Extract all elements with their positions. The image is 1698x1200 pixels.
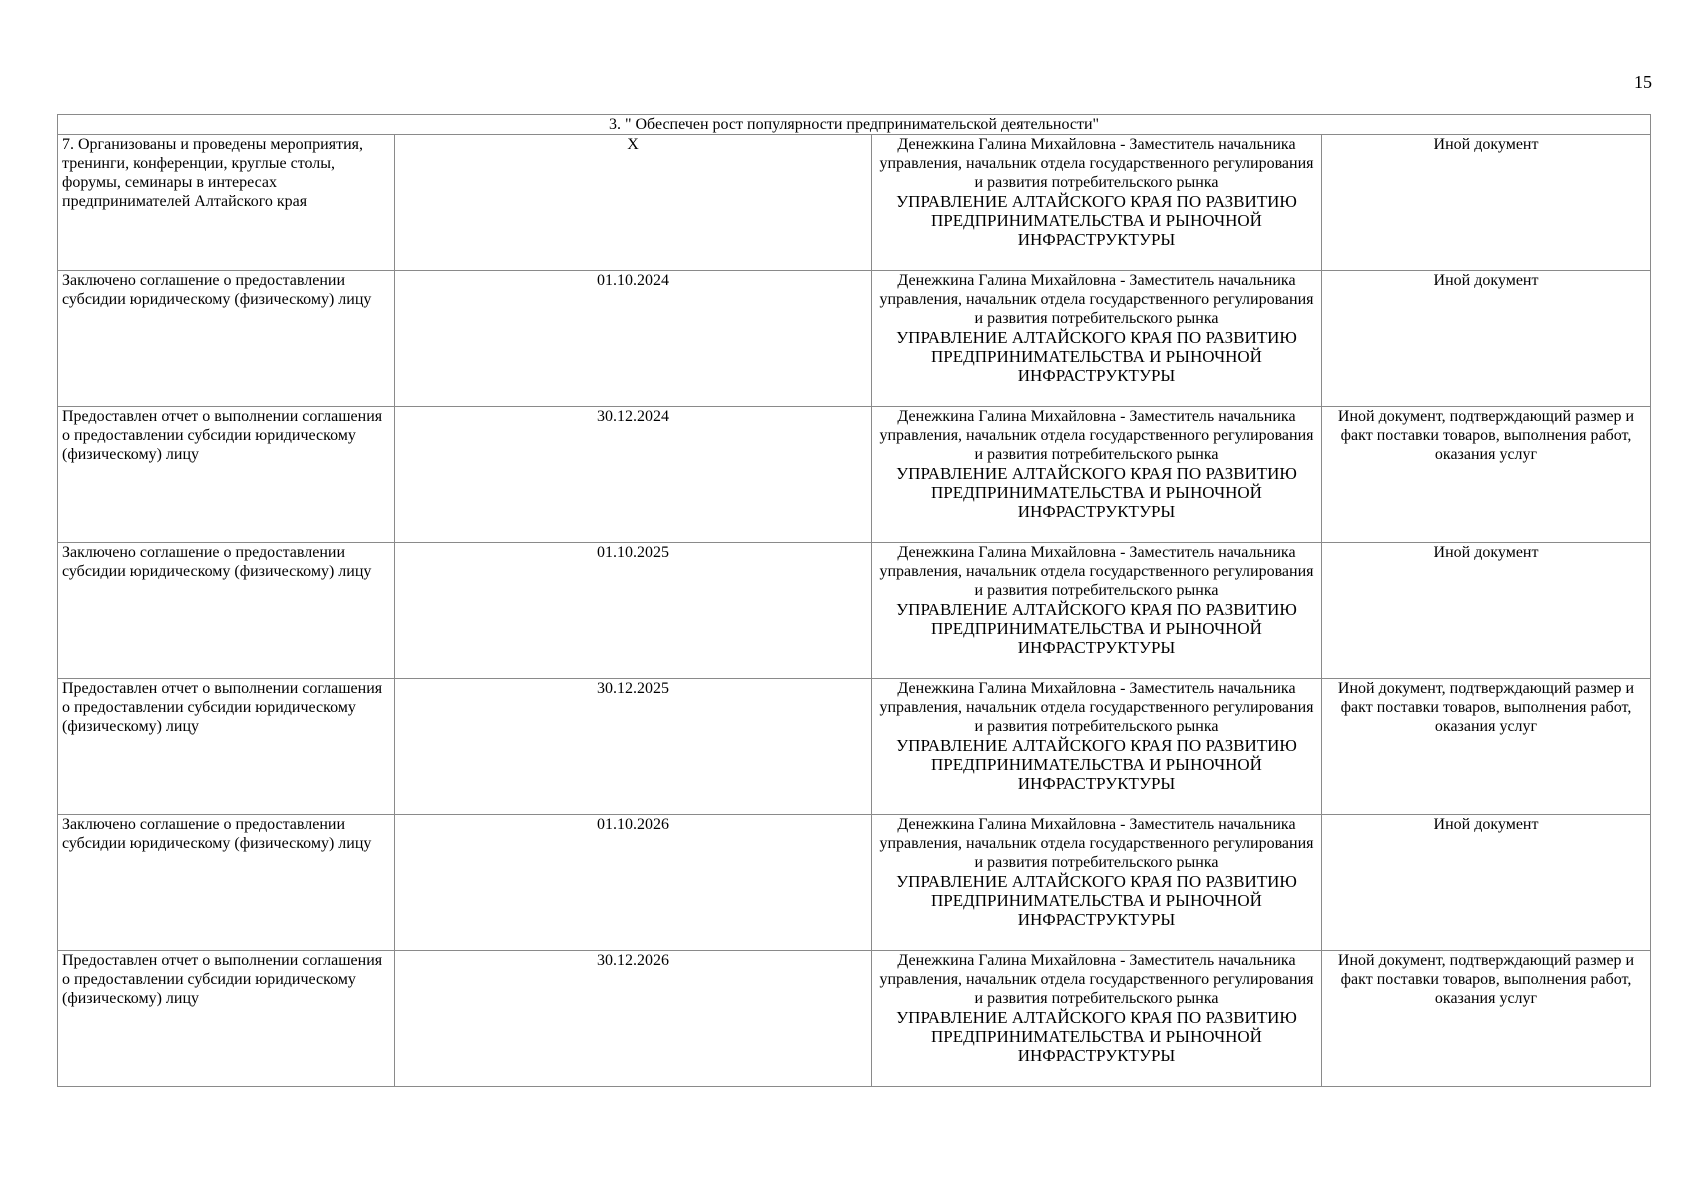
row-document-cell: Иной документ, подтверждающий размер и факт поставки товаров, выполнения работ, оказания услуг [1322, 679, 1651, 815]
row-responsible-cell [872, 815, 1322, 951]
responsible-person: Денежкина Галина Михайловна - Заместитель начальника управления, начальник отдела государственного регулирования и развития потребительского рынка [879, 544, 1314, 599]
row-document-cell: Иной документ [1322, 271, 1651, 407]
table-row [58, 135, 1651, 271]
row-date-cell: 30.12.2025 [395, 679, 872, 815]
responsible-organization: УПРАВЛЕНИЕ АЛТАЙСКОГО КРАЯ ПО РАЗВИТИЮ ПРЕДПРИНИМАТЕЛЬСТВА И РЫНОЧНОЙ ИНФРАСТРУКТУРЫ [896, 328, 1297, 385]
row-responsible-cell [872, 951, 1322, 1087]
row-name-cell: Предоставлен отчет о выполнении соглашения о предоставлении субсидии юридическому (физическому) лицу [58, 951, 395, 1087]
responsible-organization: УПРАВЛЕНИЕ АЛТАЙСКОГО КРАЯ ПО РАЗВИТИЮ ПРЕДПРИНИМАТЕЛЬСТВА И РЫНОЧНОЙ ИНФРАСТРУКТУРЫ [896, 1008, 1297, 1065]
responsible-organization: УПРАВЛЕНИЕ АЛТАЙСКОГО КРАЯ ПО РАЗВИТИЮ ПРЕДПРИНИМАТЕЛЬСТВА И РЫНОЧНОЙ ИНФРАСТРУКТУРЫ [896, 736, 1297, 793]
responsible-organization: УПРАВЛЕНИЕ АЛТАЙСКОГО КРАЯ ПО РАЗВИТИЮ ПРЕДПРИНИМАТЕЛЬСТВА И РЫНОЧНОЙ ИНФРАСТРУКТУРЫ [896, 464, 1297, 521]
row-name-cell: Заключено соглашение о предоставлении субсидии юридическому (физическому) лицу [58, 815, 395, 951]
responsible-organization: УПРАВЛЕНИЕ АЛТАЙСКОГО КРАЯ ПО РАЗВИТИЮ ПРЕДПРИНИМАТЕЛЬСТВА И РЫНОЧНОЙ ИНФРАСТРУКТУРЫ [896, 872, 1297, 929]
responsible-person: Денежкина Галина Михайловна - Заместитель начальника управления, начальник отдела государственного регулирования и развития потребительского рынка [879, 952, 1314, 1007]
table-row [58, 407, 1651, 543]
control-points-table [57, 114, 1651, 1087]
row-name-cell: Заключено соглашение о предоставлении субсидии юридическому (физическому) лицу [58, 271, 395, 407]
responsible-person: Денежкина Галина Михайловна - Заместитель начальника управления, начальник отдела государственного регулирования и развития потребительского рынка [879, 136, 1314, 191]
page-number: 15 [1634, 72, 1652, 92]
responsible-organization: УПРАВЛЕНИЕ АЛТАЙСКОГО КРАЯ ПО РАЗВИТИЮ ПРЕДПРИНИМАТЕЛЬСТВА И РЫНОЧНОЙ ИНФРАСТРУКТУРЫ [896, 192, 1297, 249]
responsible-person: Денежкина Галина Михайловна - Заместитель начальника управления, начальник отдела государственного регулирования и развития потребительского рынка [879, 680, 1314, 735]
row-responsible-cell [872, 135, 1322, 271]
section-header-row [58, 115, 1651, 135]
row-date-cell: X [395, 135, 872, 271]
responsible-person: Денежкина Галина Михайловна - Заместитель начальника управления, начальник отдела государственного регулирования и развития потребительского рынка [879, 272, 1314, 327]
row-document-cell: Иной документ, подтверждающий размер и факт поставки товаров, выполнения работ, оказания услуг [1322, 951, 1651, 1087]
row-document-cell: Иной документ [1322, 815, 1651, 951]
row-responsible-cell [872, 679, 1322, 815]
table-row [58, 815, 1651, 951]
table-row [58, 951, 1651, 1087]
row-date-cell: 30.12.2024 [395, 407, 872, 543]
table-row [58, 543, 1651, 679]
row-responsible-cell [872, 407, 1322, 543]
row-document-cell: Иной документ [1322, 135, 1651, 271]
row-date-cell: 01.10.2026 [395, 815, 872, 951]
responsible-person: Денежкина Галина Михайловна - Заместитель начальника управления, начальник отдела государственного регулирования и развития потребительского рынка [879, 816, 1314, 871]
table-row [58, 679, 1651, 815]
row-date-cell: 01.10.2025 [395, 543, 872, 679]
row-name-cell: 7. Организованы и проведены мероприятия, тренинги, конференции, круглые столы, форумы, семинары в интересах предпринимателей Алтайского края [58, 135, 395, 271]
row-document-cell: Иной документ, подтверждающий размер и факт поставки товаров, выполнения работ, оказания услуг [1322, 407, 1651, 543]
row-date-cell: 30.12.2026 [395, 951, 872, 1087]
responsible-organization: УПРАВЛЕНИЕ АЛТАЙСКОГО КРАЯ ПО РАЗВИТИЮ ПРЕДПРИНИМАТЕЛЬСТВА И РЫНОЧНОЙ ИНФРАСТРУКТУРЫ [896, 600, 1297, 657]
responsible-person: Денежкина Галина Михайловна - Заместитель начальника управления, начальник отдела государственного регулирования и развития потребительского рынка [879, 408, 1314, 463]
row-responsible-cell [872, 543, 1322, 679]
table-row [58, 271, 1651, 407]
row-responsible-cell [872, 271, 1322, 407]
row-name-cell: Предоставлен отчет о выполнении соглашения о предоставлении субсидии юридическому (физическому) лицу [58, 679, 395, 815]
row-name-cell: Предоставлен отчет о выполнении соглашения о предоставлении субсидии юридическому (физическому) лицу [58, 407, 395, 543]
row-document-cell: Иной документ [1322, 543, 1651, 679]
section-title: 3. " Обеспечен рост популярности предпринимательской деятельности" [58, 115, 1651, 135]
row-name-cell: Заключено соглашение о предоставлении субсидии юридическому (физическому) лицу [58, 543, 395, 679]
row-date-cell: 01.10.2024 [395, 271, 872, 407]
